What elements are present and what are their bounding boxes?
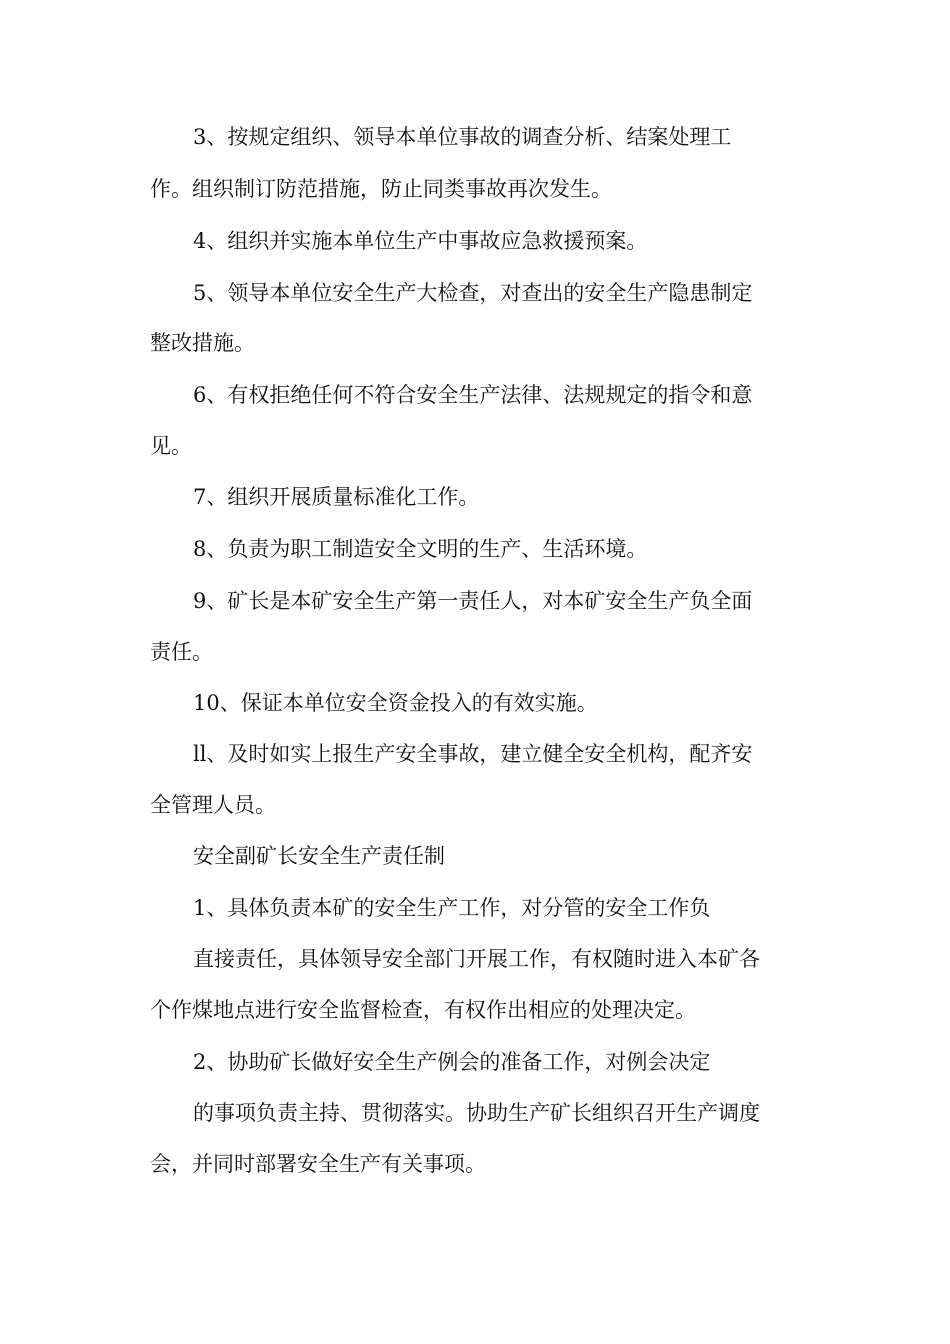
paragraph-line: 整改措施。 [150, 331, 255, 355]
paragraph-line: 5、领导本单位安全生产大检查，对查出的安全生产隐患制定 [193, 281, 753, 305]
section-heading: 安全副矿长安全生产责任制 [193, 844, 445, 868]
paragraph-line: 2、协助矿长做好安全生产例会的准备工作，对例会决定 [193, 1050, 711, 1074]
paragraph-line: 10、保证本单位安全资金投入的有效实施。 [193, 691, 598, 715]
paragraph-line: ll、及时如实上报生产安全事故，建立健全安全机构，配齐安 [193, 742, 753, 766]
paragraph-line: 作。组织制订防范措施，防止同类事故再次发生。 [150, 177, 612, 201]
paragraph-line: 见。 [150, 434, 192, 458]
paragraph-line: 个作煤地点进行安全监督检查，有权作出相应的处理决定。 [150, 998, 696, 1022]
paragraph-line: 7、组织开展质量标准化工作。 [193, 485, 480, 509]
paragraph-line: 的事项负责主持、贯彻落实。协助生产矿长组织召开生产调度 [193, 1101, 760, 1125]
paragraph-line: 1、具体负责本矿的安全生产工作，对分管的安全工作负 [193, 896, 711, 920]
paragraph-line: 直接责任，具体领导安全部门开展工作，有权随时进入本矿各 [193, 947, 760, 971]
paragraph-line: 3、按规定组织、领导本单位事故的调查分析、结案处理工 [193, 125, 732, 149]
paragraph-line: 9、矿长是本矿安全生产第一责任人，对本矿安全生产负全面 [193, 589, 753, 613]
paragraph-line: 责任。 [150, 640, 213, 664]
paragraph-line: 会，并同时部署安全生产有关事项。 [150, 1152, 486, 1176]
paragraph-line: 8、负责为职工制造安全文明的生产、生活环境。 [193, 537, 648, 561]
paragraph-line: 4、组织并实施本单位生产中事故应急救援预案。 [193, 229, 648, 253]
paragraph-line: 6、有权拒绝任何不符合安全生产法律、法规规定的指令和意 [193, 383, 753, 407]
paragraph-line: 全管理人员。 [150, 793, 276, 817]
